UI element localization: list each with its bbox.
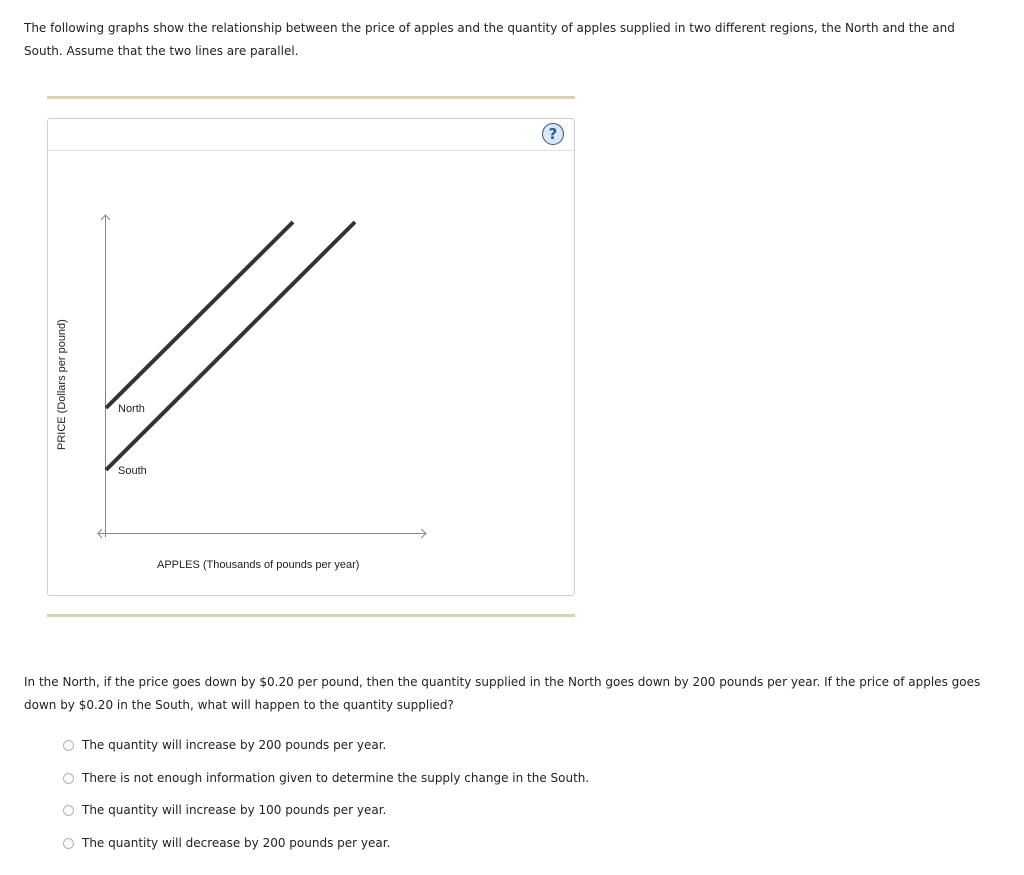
question-mark-icon: ? bbox=[548, 124, 558, 143]
intro-text: The following graphs show the relationship between the price of apples and the quantity of apples supplied in two different regions, the North and the and South. Assume that the two lines are parallel. bbox=[24, 21, 955, 58]
north-supply-line bbox=[106, 222, 293, 408]
south-line-label: South bbox=[118, 465, 147, 477]
answer-option-2[interactable] bbox=[63, 768, 589, 788]
x-axis-label: APPLES (Thousands of pounds per year) bbox=[157, 559, 360, 571]
answer-option-label: There is not enough information given to determine the supply change in the South. bbox=[82, 771, 590, 785]
answer-option-4[interactable] bbox=[63, 833, 390, 853]
radio-button[interactable] bbox=[63, 773, 74, 784]
radio-button[interactable] bbox=[63, 838, 74, 849]
answer-option-1[interactable] bbox=[63, 735, 386, 755]
south-supply-line bbox=[106, 222, 355, 470]
bottom-divider bbox=[47, 614, 575, 617]
y-axis-label: PRICE (Dollars per pound) bbox=[56, 319, 68, 450]
answer-option-label: The quantity will increase by 100 pounds per year. bbox=[82, 803, 387, 817]
radio-button[interactable] bbox=[63, 805, 74, 816]
radio-button[interactable] bbox=[63, 740, 74, 751]
answer-option-3[interactable] bbox=[63, 800, 386, 820]
north-line-label: North bbox=[118, 403, 145, 415]
question-text: In the North, if the price goes down by $0.20 per pound, then the quantity supplied in the North goes down by 200 pounds per year. If the price of apples goes down by $0.20 in the South, what will happen to the quantity supplied? bbox=[24, 675, 981, 712]
answer-option-label: The quantity will decrease by 200 pounds per year. bbox=[82, 836, 391, 850]
answer-option-label: The quantity will increase by 200 pounds per year. bbox=[82, 738, 387, 752]
